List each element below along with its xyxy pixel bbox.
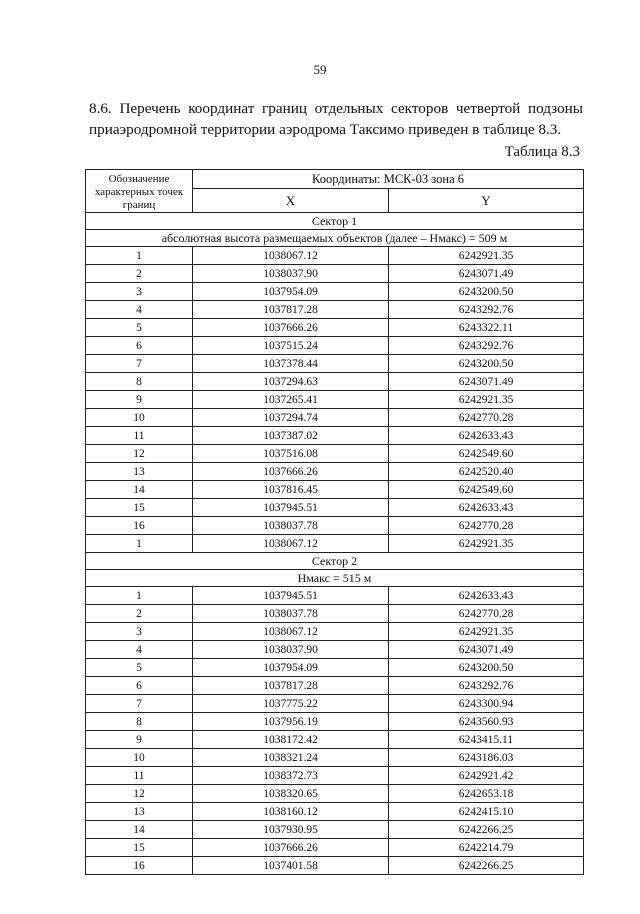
- point-number-cell: 4: [86, 641, 193, 659]
- table-row: [86, 247, 584, 265]
- table-row: [86, 463, 584, 481]
- point-number-cell: 4: [86, 301, 193, 319]
- table-row: [86, 785, 584, 803]
- x-coordinate-cell: 1038067.12: [193, 247, 389, 265]
- coordinates-table: [85, 169, 584, 875]
- table-row: [86, 337, 584, 355]
- x-coordinate-cell: 1037294.74: [193, 409, 389, 427]
- point-number-cell: 2: [86, 265, 193, 283]
- table-caption: Таблица 8.3: [504, 144, 580, 160]
- y-coordinate-cell: 6242549.60: [389, 481, 584, 499]
- point-number-cell: 16: [86, 857, 193, 875]
- table-row: [86, 731, 584, 749]
- x-coordinate-cell: 1037816.45: [193, 481, 389, 499]
- table-row: [86, 677, 584, 695]
- point-number-cell: 2: [86, 605, 193, 623]
- table-row: [86, 391, 584, 409]
- point-number-cell: 11: [86, 767, 193, 785]
- x-coordinate-cell: 1037945.51: [193, 499, 389, 517]
- x-coordinate-cell: 1037265.41: [193, 391, 389, 409]
- y-coordinate-cell: 6243292.76: [389, 301, 584, 319]
- x-coordinate-cell: 1038037.78: [193, 517, 389, 535]
- x-coordinate-cell: 1037930.95: [193, 821, 389, 839]
- table-row: [86, 623, 584, 641]
- y-coordinate-cell: 6243071.49: [389, 373, 584, 391]
- point-number-cell: 13: [86, 803, 193, 821]
- point-number-cell: 8: [86, 713, 193, 731]
- sector-title: Сектор 1: [86, 213, 584, 230]
- y-coordinate-cell: 6243292.76: [389, 677, 584, 695]
- x-coordinate-cell: 1038372.73: [193, 767, 389, 785]
- y-coordinate-cell: 6242214.79: [389, 839, 584, 857]
- table-row: [86, 749, 584, 767]
- header-coordinates: Координаты: МСК-03 зона 6: [193, 170, 584, 189]
- point-number-cell: 5: [86, 659, 193, 677]
- x-coordinate-cell: 1037666.26: [193, 319, 389, 337]
- x-coordinate-cell: 1037954.09: [193, 659, 389, 677]
- y-coordinate-cell: 6242921.42: [389, 767, 584, 785]
- y-coordinate-cell: 6243200.50: [389, 659, 584, 677]
- x-coordinate-cell: 1037775.22: [193, 695, 389, 713]
- table-row: [86, 535, 584, 553]
- sector-height: абсолютная высота размещаемых объектов (далее – Нмакс) = 509 м: [86, 230, 584, 247]
- table-row: [86, 659, 584, 677]
- point-number-cell: 3: [86, 623, 193, 641]
- header-y: Y: [389, 189, 584, 213]
- y-coordinate-cell: 6243560.93: [389, 713, 584, 731]
- point-number-cell: 1: [86, 587, 193, 605]
- x-coordinate-cell: 1037945.51: [193, 587, 389, 605]
- point-number-cell: 12: [86, 445, 193, 463]
- point-number-cell: 7: [86, 695, 193, 713]
- y-coordinate-cell: 6242921.35: [389, 247, 584, 265]
- table-row: [86, 265, 584, 283]
- x-coordinate-cell: 1038037.78: [193, 605, 389, 623]
- y-coordinate-cell: 6242266.25: [389, 821, 584, 839]
- point-number-cell: 16: [86, 517, 193, 535]
- x-coordinate-cell: 1037666.26: [193, 839, 389, 857]
- table-row: [86, 481, 584, 499]
- page-number: 59: [313, 62, 327, 77]
- x-coordinate-cell: 1038067.12: [193, 535, 389, 553]
- y-coordinate-cell: 6243322.11: [389, 319, 584, 337]
- y-coordinate-cell: 6242633.43: [389, 499, 584, 517]
- table-row: [86, 409, 584, 427]
- x-coordinate-cell: 1038037.90: [193, 265, 389, 283]
- y-coordinate-cell: 6243415.11: [389, 731, 584, 749]
- point-number-cell: 7: [86, 355, 193, 373]
- table-row: [86, 445, 584, 463]
- x-coordinate-cell: 1038037.90: [193, 641, 389, 659]
- table-row: [86, 713, 584, 731]
- x-coordinate-cell: 1038172.42: [193, 731, 389, 749]
- point-number-cell: 11: [86, 427, 193, 445]
- y-coordinate-cell: 6243186.03: [389, 749, 584, 767]
- table-row: [86, 319, 584, 337]
- table-row: [86, 373, 584, 391]
- x-coordinate-cell: 1038320.65: [193, 785, 389, 803]
- y-coordinate-cell: 6242633.43: [389, 427, 584, 445]
- y-coordinate-cell: 6243071.49: [389, 641, 584, 659]
- x-coordinate-cell: 1038321.24: [193, 749, 389, 767]
- y-coordinate-cell: 6242549.60: [389, 445, 584, 463]
- x-coordinate-cell: 1037515.24: [193, 337, 389, 355]
- table-row: [86, 427, 584, 445]
- x-coordinate-cell: 1038067.12: [193, 623, 389, 641]
- x-coordinate-cell: 1037516.08: [193, 445, 389, 463]
- point-number-cell: 9: [86, 391, 193, 409]
- table-row: [86, 803, 584, 821]
- x-coordinate-cell: 1037294.63: [193, 373, 389, 391]
- table-row: [86, 839, 584, 857]
- point-number-cell: 6: [86, 337, 193, 355]
- y-coordinate-cell: 6242921.35: [389, 623, 584, 641]
- table-body: [86, 213, 584, 875]
- y-coordinate-cell: 6242770.28: [389, 409, 584, 427]
- table-row: [86, 641, 584, 659]
- table-row: [86, 857, 584, 875]
- table-row: [86, 355, 584, 373]
- point-number-cell: 12: [86, 785, 193, 803]
- point-number-cell: 14: [86, 821, 193, 839]
- point-number-cell: 14: [86, 481, 193, 499]
- table-row: [86, 821, 584, 839]
- y-coordinate-cell: 6243300.94: [389, 695, 584, 713]
- y-coordinate-cell: 6243200.50: [389, 283, 584, 301]
- y-coordinate-cell: 6242633.43: [389, 587, 584, 605]
- table-row: [86, 605, 584, 623]
- y-coordinate-cell: 6242921.35: [389, 535, 584, 553]
- point-number-cell: 10: [86, 409, 193, 427]
- point-number-cell: 10: [86, 749, 193, 767]
- point-number-cell: 3: [86, 283, 193, 301]
- x-coordinate-cell: 1037817.28: [193, 677, 389, 695]
- point-number-cell: 8: [86, 373, 193, 391]
- y-coordinate-cell: 6242266.25: [389, 857, 584, 875]
- point-number-cell: 15: [86, 499, 193, 517]
- y-coordinate-cell: 6242653.18: [389, 785, 584, 803]
- y-coordinate-cell: 6242770.28: [389, 605, 584, 623]
- x-coordinate-cell: 1037817.28: [193, 301, 389, 319]
- y-coordinate-cell: 6242520.40: [389, 463, 584, 481]
- header-x: X: [193, 189, 389, 213]
- x-coordinate-cell: 1037378.44: [193, 355, 389, 373]
- y-coordinate-cell: 6243292.76: [389, 337, 584, 355]
- y-coordinate-cell: 6243200.50: [389, 355, 584, 373]
- table-row: [86, 587, 584, 605]
- table-row: [86, 283, 584, 301]
- point-number-cell: 6: [86, 677, 193, 695]
- sector-title: Сектор 2: [86, 553, 584, 570]
- table-row: [86, 695, 584, 713]
- y-coordinate-cell: 6242921.35: [389, 391, 584, 409]
- y-coordinate-cell: 6242770.28: [389, 517, 584, 535]
- point-number-cell: 9: [86, 731, 193, 749]
- x-coordinate-cell: 1037956.19: [193, 713, 389, 731]
- x-coordinate-cell: 1038160.12: [193, 803, 389, 821]
- y-coordinate-cell: 6242415.10: [389, 803, 584, 821]
- x-coordinate-cell: 1037666.26: [193, 463, 389, 481]
- table-row: [86, 499, 584, 517]
- x-coordinate-cell: 1037954.09: [193, 283, 389, 301]
- table-row: [86, 517, 584, 535]
- point-number-cell: 1: [86, 247, 193, 265]
- intro-paragraph: 8.6. Перечень координат границ отдельных секторов четвертой подзоны приаэродромной территории аэродрома Таксимо приведен в таблице 8.3.: [89, 100, 583, 138]
- point-number-cell: 5: [86, 319, 193, 337]
- table-row: [86, 301, 584, 319]
- x-coordinate-cell: 1037401.58: [193, 857, 389, 875]
- point-number-cell: 15: [86, 839, 193, 857]
- point-number-cell: 13: [86, 463, 193, 481]
- point-number-cell: 1: [86, 535, 193, 553]
- header-point: Обозначение характерных точек границ: [86, 170, 193, 213]
- table-row: [86, 767, 584, 785]
- sector-height: Нмакс = 515 м: [86, 570, 584, 587]
- x-coordinate-cell: 1037387.02: [193, 427, 389, 445]
- y-coordinate-cell: 6243071.49: [389, 265, 584, 283]
